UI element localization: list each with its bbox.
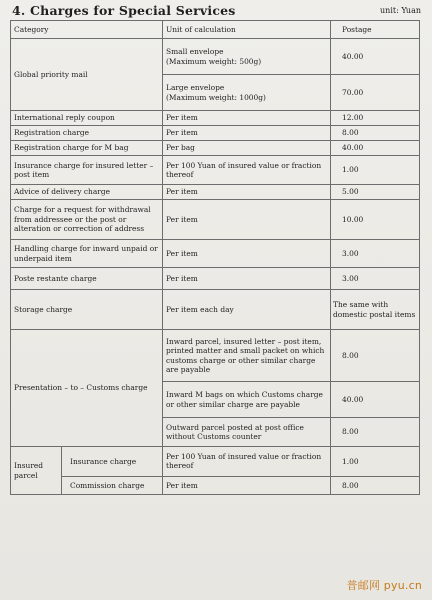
unit-advice-of-delivery: Per item (163, 185, 331, 200)
postage-international-reply-coupon: 12.00 (331, 111, 420, 126)
postage-insurance-parcel: 1.00 (331, 447, 420, 477)
unit-presentation-1: Inward parcel, insured letter – post item, printed matter and small packet on which customs charge or other similar charge are payable (163, 330, 331, 382)
category-registration-charge-m-bag: Registration charge for M bag (11, 141, 163, 156)
category-insured-parcel: Insured parcel (11, 447, 62, 494)
table-row (11, 156, 420, 185)
table-row (11, 240, 420, 268)
watermark: 普邮网 pyu.cn (346, 579, 422, 592)
category-insured-parcel-cell (11, 447, 163, 495)
table-body (11, 39, 420, 495)
unit-presentation-2: Inward M bags on which Customs charge or other similar charge are payable (163, 382, 331, 418)
postage-commission-charge: 8.00 (331, 476, 420, 494)
postage-insurance-charge: 1.00 (331, 156, 420, 185)
postage-poste-restante: 3.00 (331, 268, 420, 290)
postage-small-envelope: 40.00 (331, 39, 420, 75)
unit-registration-charge: Per item (163, 126, 331, 141)
unit-international-reply-coupon: Per item (163, 111, 331, 126)
unit-storage-charge: Per item each day (163, 290, 331, 330)
table-row (11, 141, 420, 156)
postage-registration-charge: 8.00 (331, 126, 420, 141)
category-insurance-charge: Insurance charge for insured letter – post item (11, 156, 163, 185)
postage-presentation-1: 8.00 (331, 330, 420, 382)
table-row (11, 39, 420, 75)
unit-insurance-parcel: Per 100 Yuan of insured value or fraction thereof (163, 447, 331, 477)
category-global-priority-mail: Global priority mail (11, 39, 163, 111)
postage-withdrawal-charge: 10.00 (331, 200, 420, 240)
unit-registration-charge-m-bag: Per bag (163, 141, 331, 156)
label-insurance-charge: Insurance charge (62, 447, 163, 476)
table-row (11, 447, 420, 477)
insured-parcel-inner-table (11, 447, 162, 494)
table-row (11, 290, 420, 330)
table-row (11, 111, 420, 126)
label-commission-charge: Commission charge (62, 476, 163, 494)
postage-presentation-3: 8.00 (331, 418, 420, 447)
table-header (11, 21, 420, 39)
category-handling-charge: Handling charge for inward unpaid or underpaid item (11, 240, 163, 268)
table-header-row (11, 21, 420, 39)
category-poste-restante: Poste restante charge (11, 268, 163, 290)
category-international-reply-coupon: International reply coupon (11, 111, 163, 126)
table-row (11, 185, 420, 200)
unit-large-envelope: Large envelope (Maximum weight: 1000g) (163, 75, 331, 111)
postage-storage-charge: The same with domestic postal items (331, 290, 420, 330)
category-registration-charge: Registration charge (11, 126, 163, 141)
postage-presentation-2: 40.00 (331, 382, 420, 418)
table-row (11, 200, 420, 240)
category-storage-charge: Storage charge (11, 290, 163, 330)
category-advice-of-delivery: Advice of delivery charge (11, 185, 163, 200)
category-presentation: Presentation – to – Customs charge (11, 330, 163, 447)
unit-label: unit: Yuan (380, 6, 421, 15)
postage-advice-of-delivery: 5.00 (331, 185, 420, 200)
section-title: 4. Charges for Special Services (12, 3, 236, 18)
category-withdrawal-charge: Charge for a request for withdrawal from addressee or the post or alteration or correction of address (11, 200, 163, 240)
unit-presentation-3: Outward parcel posted at post office without Customs counter (163, 418, 331, 447)
unit-small-envelope: Small envelope (Maximum weight: 500g) (163, 39, 331, 75)
postage-registration-charge-m-bag: 40.00 (331, 141, 420, 156)
unit-withdrawal-charge: Per item (163, 200, 331, 240)
postage-large-envelope: 70.00 (331, 75, 420, 111)
header-unit-of-calculation: Unit of calculation (163, 21, 331, 39)
table-row (11, 447, 162, 476)
header-category: Category (11, 21, 163, 39)
table-row (11, 330, 420, 382)
table-row (11, 126, 420, 141)
unit-insurance-charge: Per 100 Yuan of insured value or fraction thereof (163, 156, 331, 185)
charges-table (10, 20, 420, 495)
unit-poste-restante: Per item (163, 268, 331, 290)
unit-handling-charge: Per item (163, 240, 331, 268)
postage-handling-charge: 3.00 (331, 240, 420, 268)
header-postage: Postage (331, 21, 420, 39)
unit-commission-charge: Per item (163, 476, 331, 494)
table-row (11, 268, 420, 290)
